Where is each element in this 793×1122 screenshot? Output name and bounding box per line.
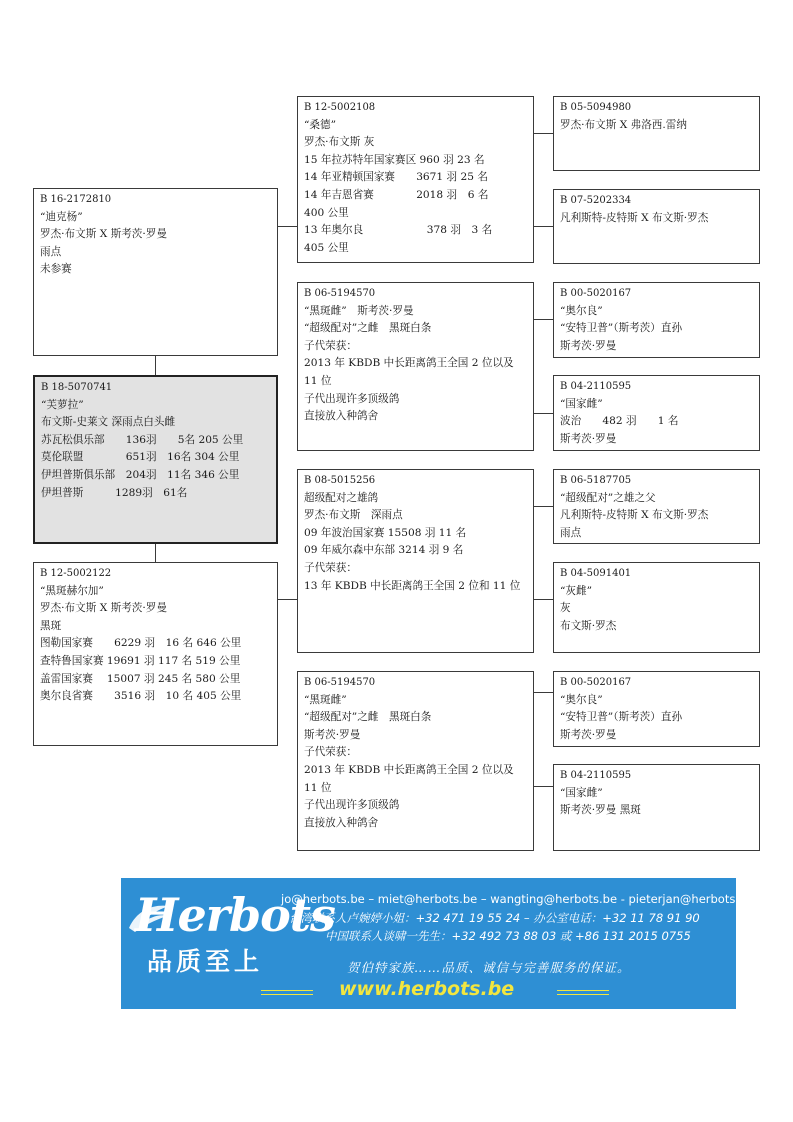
pedigree-line: 布文斯·罗杰 xyxy=(560,619,617,632)
slogan: 品质至上 xyxy=(147,947,264,976)
pigeon-name: “奥尔良” xyxy=(560,693,603,706)
pedigree-line: 斯考茨·罗曼 xyxy=(560,339,617,352)
result-line: 400 公里 xyxy=(304,206,349,219)
sire-box xyxy=(33,188,278,356)
result-line: 13 年奥尔良 378 羽 3 名 xyxy=(304,224,493,237)
result-line: 未参赛 xyxy=(40,263,72,276)
pedigree-line: 罗杰·布文斯 X 弗洛西.雷纳 xyxy=(560,118,687,131)
result-line: 图勒国家赛 6229 羽 16 名 646 公里 xyxy=(40,637,242,650)
dam-dam-box xyxy=(297,671,534,851)
pigeon-name: “国家雌” xyxy=(560,397,603,410)
pedigree-line: “安特卫普”（斯考茨）直孙 xyxy=(560,711,683,724)
pigeon-name: “超级配对”之雄之父 xyxy=(560,491,656,504)
herbots-logo: Herbots xyxy=(135,888,335,942)
sire-dam-box xyxy=(297,282,534,451)
color-line: 灰 xyxy=(560,602,571,615)
pigeon-name: “国家雌” xyxy=(560,786,603,799)
sss-box xyxy=(553,96,760,171)
connector xyxy=(278,599,297,600)
subject-box xyxy=(33,375,278,544)
pigeon-name: “黑斑雌” 斯考茨·罗曼 xyxy=(304,304,414,317)
result-line: 波治 482 羽 1 名 xyxy=(560,415,679,428)
email-addresses[interactable]: jo@herbots.be – miet@herbots.be – wangting@herbots.be - pieterjan@herbots.be xyxy=(281,892,754,906)
pedigree-line: “超级配对”之雌 黑斑白条 xyxy=(304,322,432,335)
sdd-box xyxy=(553,375,760,451)
result-line: 子代荣获： xyxy=(304,561,357,574)
result-line: 盖雷国家赛 15007 羽 245 名 580 公里 xyxy=(40,672,241,685)
pigeon-name: “奥尔良” xyxy=(560,304,603,317)
result-line: 14 年吉恩省赛 2018 羽 6 名 xyxy=(304,188,489,201)
result-line: 13 年 KBDB 中长距离鸽王全国 2 位和 11 位 xyxy=(304,579,521,592)
result-line: 查特鲁国家赛 19691 羽 117 名 519 公里 xyxy=(40,654,241,667)
pedigree-line: 斯考茨·罗曼 xyxy=(304,728,361,741)
decorative-rule xyxy=(557,990,609,995)
result-line: 15 年拉苏特年国家赛区 960 羽 23 名 xyxy=(304,153,485,166)
result-line: 直接放入种鸽舍 xyxy=(304,410,379,423)
pedigree-line: 凡利斯特-皮特斯 X 布文斯·罗杰 xyxy=(560,509,709,522)
sds-box xyxy=(553,282,760,358)
ssd-box xyxy=(553,189,760,264)
pedigree-line: 斯考茨·罗曼 xyxy=(560,728,617,741)
ring-number: B 00-5020167 xyxy=(560,677,632,688)
connector xyxy=(533,413,553,414)
result-line: 2013 年 KBDB 中长距离鸽王全国 2 位以及 xyxy=(304,357,514,370)
result-line: 405 公里 xyxy=(304,241,349,254)
ring-number: B 08-5015256 xyxy=(304,475,376,486)
connector xyxy=(533,319,553,320)
result-line: 09 年波治国家赛 15508 羽 11 名 xyxy=(304,526,467,539)
herbots-banner xyxy=(121,878,754,1009)
connector xyxy=(533,786,553,787)
pigeon-name: “迪克杨” xyxy=(40,210,83,223)
result-line: 伊坦普斯 1289羽 61名 xyxy=(41,486,188,499)
pedigree-line: “超级配对”之雌 黑斑白条 xyxy=(304,711,432,724)
ddd-box xyxy=(553,764,760,851)
connector xyxy=(533,226,553,227)
dds-box xyxy=(553,671,760,747)
ring-number: B 04-5091401 xyxy=(560,568,632,579)
result-line: 苏瓦松俱乐部 136羽 5名 205 公里 xyxy=(41,433,244,446)
result-line: 09 年威尔森中东部 3214 羽 9 名 xyxy=(304,544,464,557)
connector xyxy=(533,692,553,693)
result-line: 子代荣获： xyxy=(304,746,357,759)
ring-number: B 00-5020167 xyxy=(560,288,632,299)
pigeon-name: “黑斑赫尔加” xyxy=(40,584,104,597)
ring-number: B 07-5202334 xyxy=(560,195,632,206)
pedigree-line: 罗杰·布文斯 X 斯考茨·罗曼 xyxy=(40,228,167,241)
result-line: 伊坦普斯俱乐部 204羽 11名 346 公里 xyxy=(41,468,240,481)
ring-number: B 04-2110595 xyxy=(560,381,632,392)
result-line: 14 年亚精顿国家赛 3671 羽 25 名 xyxy=(304,171,488,184)
pigeon-name: 超级配对之雄鸽 xyxy=(304,491,379,504)
color-line: 雨点 xyxy=(40,245,62,258)
pedigree-line: “安特卫普”（斯考茨）直孙 xyxy=(560,322,683,335)
promise-text: 贺伯特家族……品质、诚信与完善服务的保证。 xyxy=(347,960,631,975)
result-line: 子代荣获： xyxy=(304,339,357,352)
result-line: 子代出现许多顶级鸽 xyxy=(304,392,400,405)
ring-number: B 06-5194570 xyxy=(304,677,376,688)
taiwan-contact: 台湾联系人卢婉婷小姐：+32 471 19 55 24 – 办公室电话：+32 11 78 91 90 xyxy=(289,911,700,925)
pedigree-line: 布文斯-史莱文 深雨点白头雌 xyxy=(41,416,176,429)
result-line: 奥尔良省赛 3516 羽 10 名 405 公里 xyxy=(40,690,242,703)
dam-box xyxy=(33,562,278,746)
result-line: 11 位 xyxy=(304,781,332,794)
pedigree-line: 罗杰·布文斯 X 斯考茨·罗曼 xyxy=(40,602,167,615)
ring-number: B 18-5070741 xyxy=(41,382,113,393)
ring-number: B 04-2110595 xyxy=(560,770,632,781)
connector xyxy=(155,543,156,563)
pigeon-name: “黑斑雌” xyxy=(304,693,347,706)
connector xyxy=(533,133,553,134)
ring-number: B 06-5194570 xyxy=(304,288,376,299)
dsd-box xyxy=(553,562,760,653)
pigeon-name: “桑德” xyxy=(304,118,337,131)
ring-number: B 05-5094980 xyxy=(560,102,632,113)
result-line: 子代出现许多顶级鸽 xyxy=(304,799,400,812)
ring-number: B 16-2172810 xyxy=(40,194,112,205)
result-line: 直接放入种鸽舍 xyxy=(304,816,379,829)
color-line: 雨点 xyxy=(560,526,582,539)
ring-number: B 06-5187705 xyxy=(560,475,632,486)
connector xyxy=(533,599,553,600)
result-line: 11 位 xyxy=(304,374,332,387)
ring-number: B 12-5002108 xyxy=(304,102,376,113)
dam-sire-box xyxy=(297,469,534,653)
ring-number: B 12-5002122 xyxy=(40,568,112,579)
decorative-rule xyxy=(261,990,313,995)
dss-box xyxy=(553,469,760,544)
pigeon-name: “灰雌” xyxy=(560,584,593,597)
website-link[interactable]: www.herbots.be xyxy=(339,978,515,1000)
connector xyxy=(533,506,553,507)
pedigree-line: 罗杰·布文斯 灰 xyxy=(304,136,375,149)
pedigree-line: 斯考茨·罗曼 黑斑 xyxy=(560,804,641,817)
color-line: 黑斑 xyxy=(40,619,62,632)
result-line: 2013 年 KBDB 中长距离鸽王全国 2 位以及 xyxy=(304,763,514,776)
pedigree-line: 凡利斯特-皮特斯 X 布文斯·罗杰 xyxy=(560,211,709,224)
pedigree-line: 罗杰·布文斯 深雨点 xyxy=(304,509,403,522)
sire-sire-box xyxy=(297,96,534,263)
connector xyxy=(278,226,297,227)
pedigree-line: 斯考茨·罗曼 xyxy=(560,432,617,445)
connector xyxy=(155,355,156,376)
china-contact: 中国联系人谈啸一先生：+32 492 73 88 03 或 +86 131 2015 0755 xyxy=(325,929,691,943)
pigeon-name: “芙萝拉” xyxy=(41,398,84,411)
result-line: 莫伦联盟 651羽 16名 304 公里 xyxy=(41,451,240,464)
